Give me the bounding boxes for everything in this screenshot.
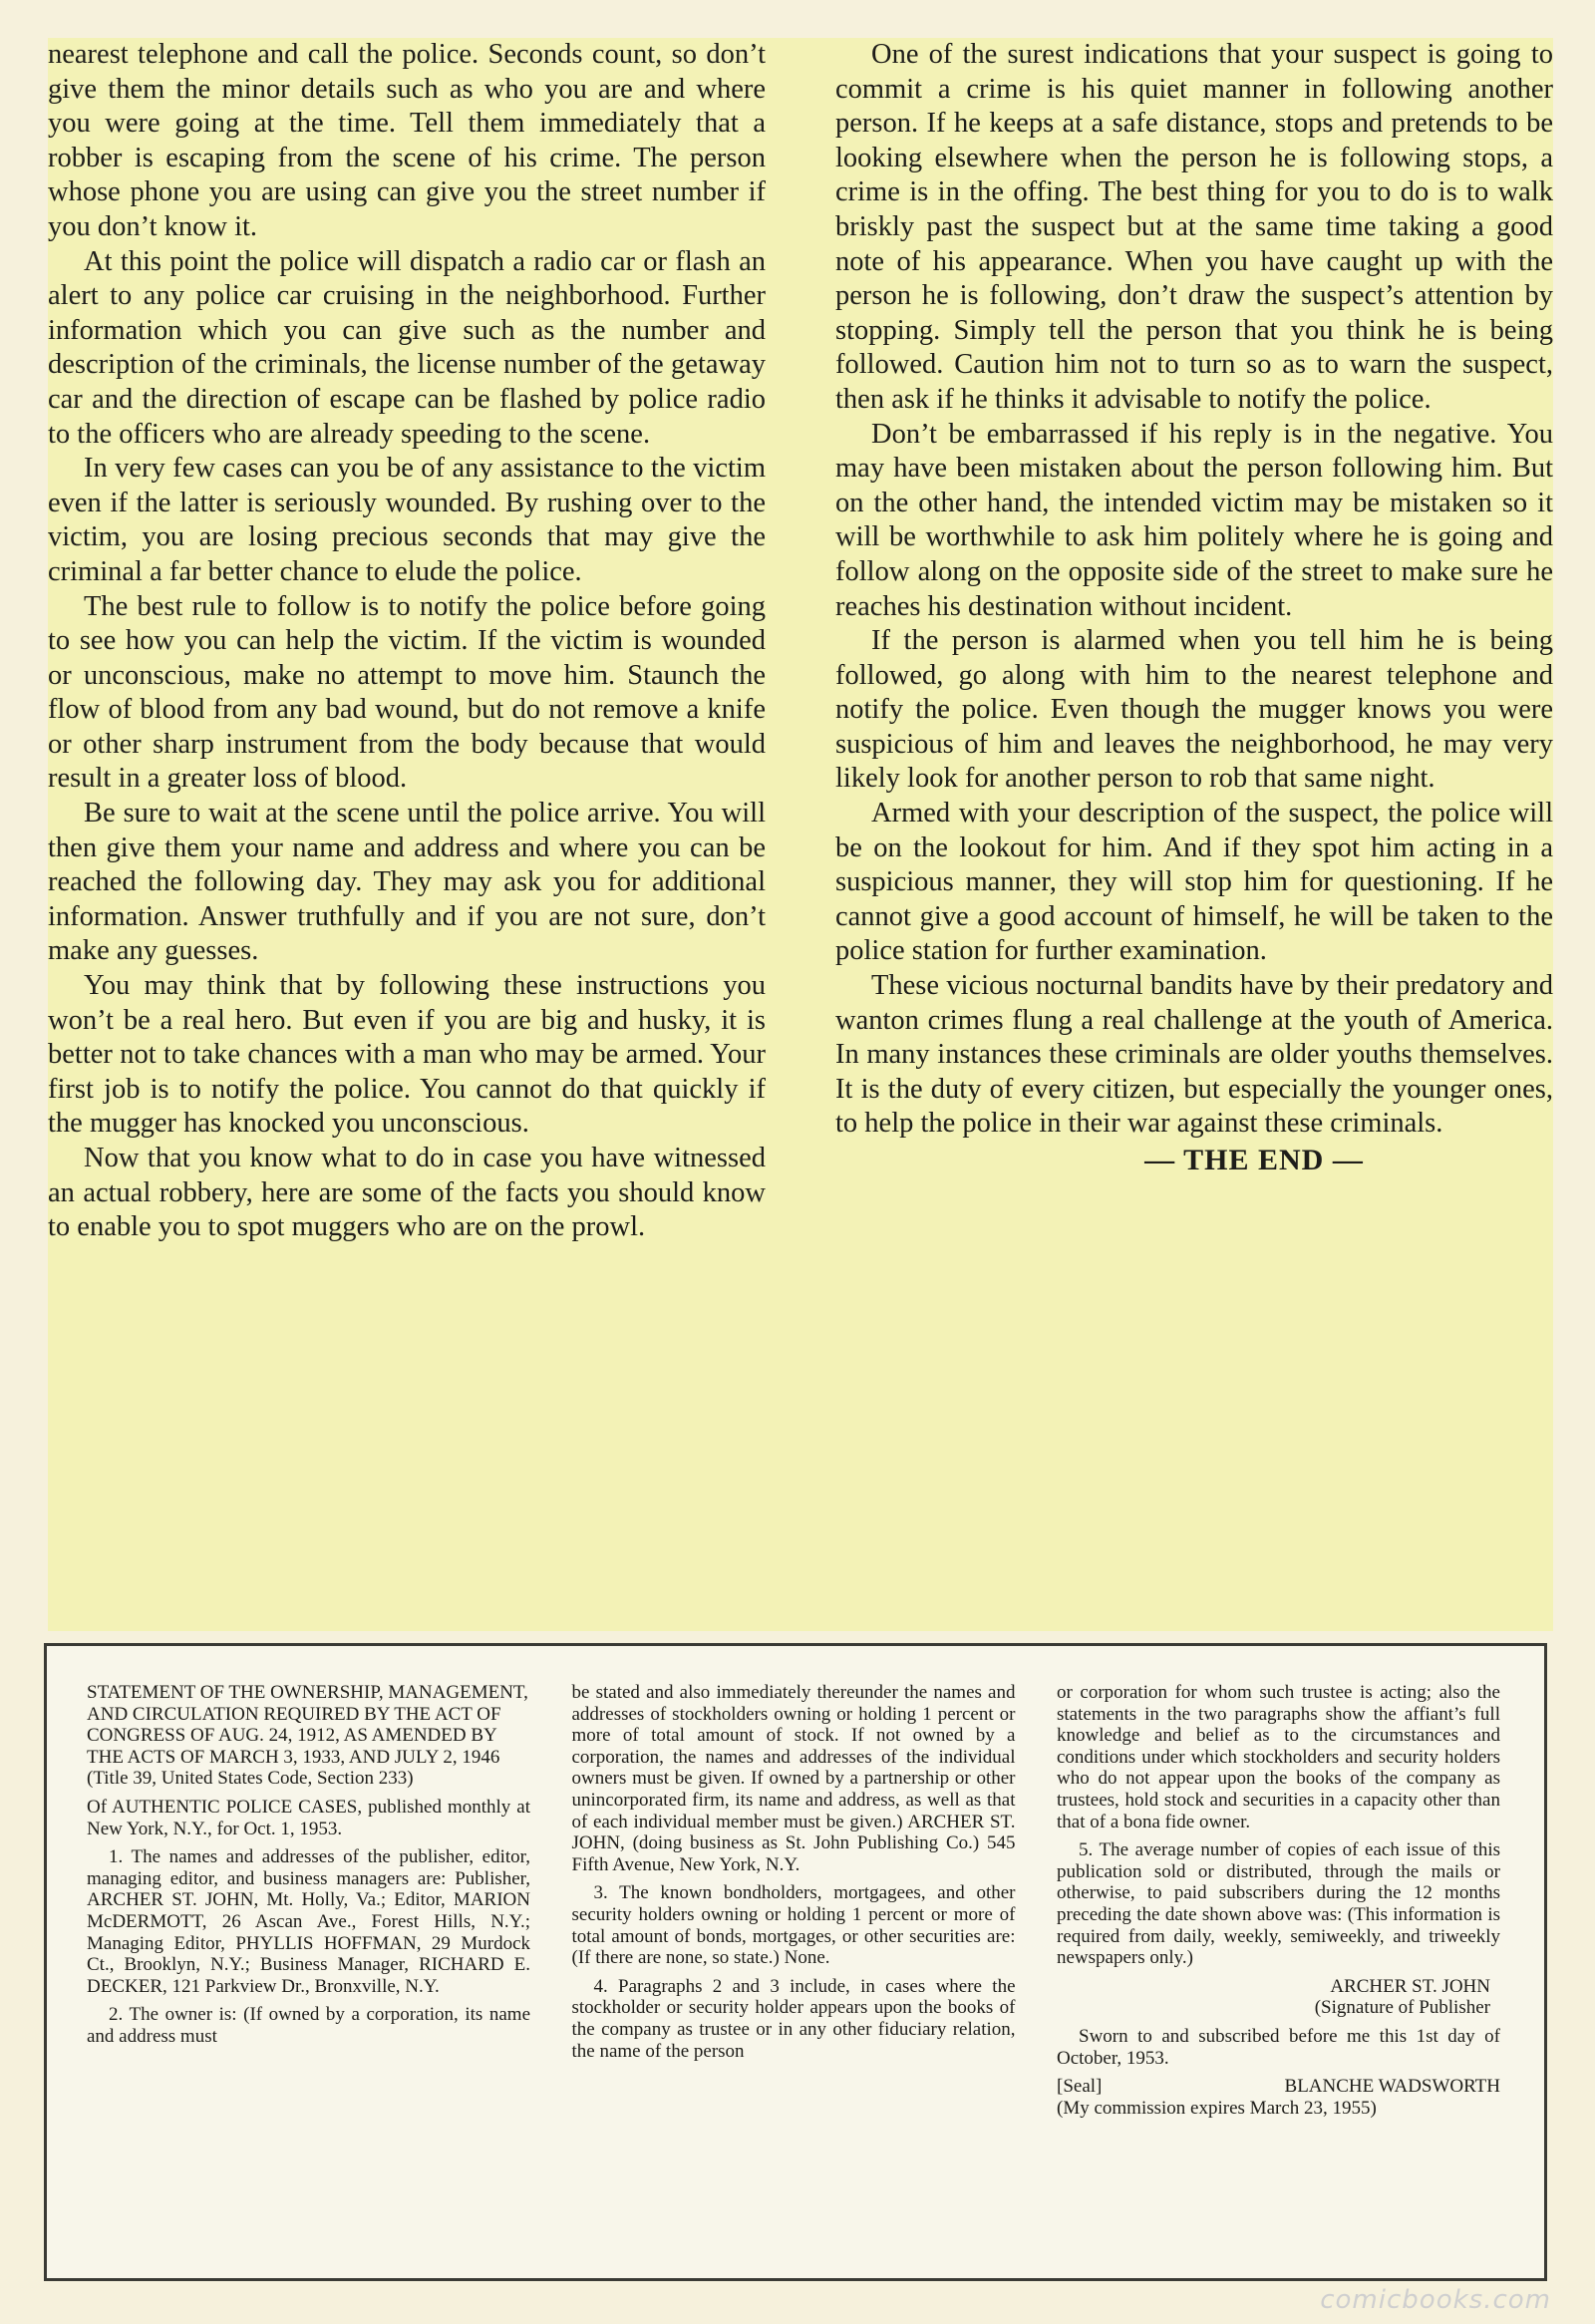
story-paragraph: nearest telephone and call the police. Seconds count, so don’t give them the minor details such as who you are and where you were going at the time. Tell them immediately that a robber is escaping from the scene of his crime. The person whose phone you are using can give you the street number if you don’t know it. — [48, 39, 766, 242]
notary-name: BLANCHE WADSWORTH — [1284, 2076, 1500, 2098]
statement-item-2: 2. The owner is: (If owned by a corporation, its name and address must — [87, 2004, 530, 2047]
statement-publication-line: Of AUTHENTIC POLICE CASES, published monthly at New York, N.Y., for Oct. 1, 1953. — [87, 1796, 530, 1839]
story-paragraph: These vicious nocturnal bandits have by their predatory and wanton crimes flung a real challenge at the youth of America. In many instances these criminals are older youths themselves. It is the duty of every citizen, but especially the younger ones, to help the police in their war against these criminals. — [835, 970, 1553, 1140]
story-column-right — [835, 38, 1553, 1631]
story-paragraph: The best rule to follow is to notify the police before going to see how you can help the victim. If the victim is wounded or unconscious, make no attempt to move him. Staunch the flow of blood from any bad wound, but do not remove a knife or other sharp instrument from the body because that would result in a greater loss of blood. — [48, 590, 766, 795]
statement-item-4: 4. Paragraphs 2 and 3 include, in cases where the stockholder or security holder appears upon the books of the company as trustee or in any other fiduciary relation, the name of the person — [571, 1975, 1016, 2062]
seal-line — [1057, 2076, 1500, 2098]
story-paragraph: At this point the police will dispatch a radio car or flash an alert to any police car cruising in the neighborhood. Further information which you can give such as the number and description of the criminals, the license number of the getaway car and the direction of escape can be flashed by police radio to the officers who are already speeding to the scene. — [48, 245, 766, 450]
signer-caption: (Signature of Publisher — [1314, 1997, 1490, 2019]
commission-expiry: (My commission expires March 23, 1955) — [1057, 2097, 1377, 2119]
story-paragraph: In very few cases can you be of any assistance to the victim even if the latter is seriously wounded. By rushing over to the victim, you are losing precious seconds that may give the criminal a far better chance to elude the police. — [48, 453, 766, 587]
statement-heading: STATEMENT OF THE OWNERSHIP, MANAGEMENT, AND CIRCULATION REQUIRED BY THE ACT OF CONGRESS OF AUG. 24, 1912, AS AMENDED BY THE ACTS OF MARCH 3, 1933, AND JULY 2, 1946 (Title 39, United States Code, Section 233) — [87, 1682, 528, 1790]
statement-column-left — [87, 1682, 530, 2248]
story-paragraph: You may think that by following these instructions you won’t be a real hero. But even if you are big and husky, it is better not to take chances with a man who may be armed. Your first job is to notify the police. You cannot do that quickly if the mugger has knocked you unconscious. — [48, 970, 766, 1140]
story-text-area — [48, 38, 1553, 1631]
the-end-label: — THE END — — [1144, 1144, 1364, 1176]
statement-column-right — [1057, 1682, 1500, 2248]
story-paragraph: Don’t be embarrassed if his reply is in the negative. You may have been mistaken about the person following him. But on the other hand, the intended victim may be mistaken so it will be worthwhile to ask him politely where he is going and follow along on the opposite side of the street to make sure he reaches his destination without incident. — [835, 418, 1553, 622]
story-paragraph: If the person is alarmed when you tell him he is being followed, go along with him to the nearest telephone and notify the police. Even though the mugger knows you were suspicious of him and leaves the neighborhood, he may very likely look for another person to rob that same night. — [835, 625, 1553, 795]
statement-item-2-continued: be stated and also immediately thereunder the names and addresses of stockholders owning or holding 1 percent or more of total amount of stock. If not owned by a corporation, the names and addresses of the individual owners must be given. If owned by a partnership or other unincorporated firm, its name and address, as well as that of each individual member must be given.) ARCHER ST. JOHN, (doing business as St. John Publishing Co.) 545 Fifth Avenue, New York, N.Y. — [571, 1682, 1016, 1875]
story-column-left — [48, 38, 766, 1631]
ownership-statement-box — [44, 1643, 1547, 2281]
story-paragraph: Be sure to wait at the scene until the police arrive. You will then give them your name and address and where you can be reached the following day. They may ask you for additional information. Answer truthfully and if you are not sure, don’t make any guesses. — [48, 798, 766, 967]
statement-item-5: 5. The average number of copies of each issue of this publication sold or distributed, through the mails or otherwise, to paid subscribers during the 12 months preceding the date shown above was: (This information is required from daily, weekly, semiweekly, and triweekly newspapers only.) — [1057, 1839, 1500, 1969]
statement-item-3: 3. The known bondholders, mortgagees, and other security holders owning or holding 1 percent or more of total amount of bonds, mortgages, or other securities are: (If there are none, so state.) None. — [571, 1882, 1016, 1969]
statement-item-4-continued: or corporation for whom such trustee is acting; also the statements in the two paragraphs show the affiant’s full knowledge and belief as to the circumstances and conditions under which stockholders and security holders who do not appear upon the books of the company as trustees, hold stock and securities in a capacity other than that of a bona fide owner. — [1057, 1682, 1500, 1832]
story-paragraph: Now that you know what to do in case you have witnessed an actual robbery, here are some of the facts you should know to enable you to spot muggers who are on the prowl. — [48, 1143, 766, 1243]
statement-item-1: 1. The names and addresses of the publisher, editor, managing editor, and business managers are: Publisher, ARCHER ST. JOHN, Mt. Holly, Va.; Editor, MARION McDERMOTT, 26 Ascan Ave., Forest Hills, N.Y.; Managing Editor, PHYLLIS HOFFMAN, 29 Murdock Ct., Brooklyn, N.Y.; Business Manager, RICHARD E. DECKER, 121 Parkview Dr., Bronxville, N.Y. — [87, 1846, 530, 1997]
signer-name: ARCHER ST. JOHN — [1330, 1975, 1490, 1997]
seal-label: [Seal] — [1057, 2076, 1103, 2098]
sworn-statement: Sworn to and subscribed before me this 1st day of October, 1953. — [1057, 2025, 1500, 2069]
story-paragraph: One of the surest indications that your suspect is going to commit a crime is his quiet manner in following another person. If he keeps at a safe distance, stops and pretends to be looking elsewhere when the person he is following stops, a crime is in the offing. The best thing for you to do is to walk briskly past the suspect but at the same time taking a good note of his appearance. When you have caught up with the person he is following, don’t draw the suspect’s attention by stopping. Simply tell the person that you think he is being followed. Caution him not to turn so as to warn the suspect, then ask if he thinks it advisable to notify the police. — [835, 39, 1553, 415]
site-watermark: comicbooks.com — [1320, 2285, 1551, 2315]
statement-column-middle — [572, 1682, 1016, 2248]
story-paragraph: Armed with your description of the suspect, the police will be on the lookout for him. And if they spot him acting in a suspicious manner, they will stop him for questioning. If he cannot give a good account of himself, he will be taken to the police station for further examination. — [835, 798, 1553, 967]
